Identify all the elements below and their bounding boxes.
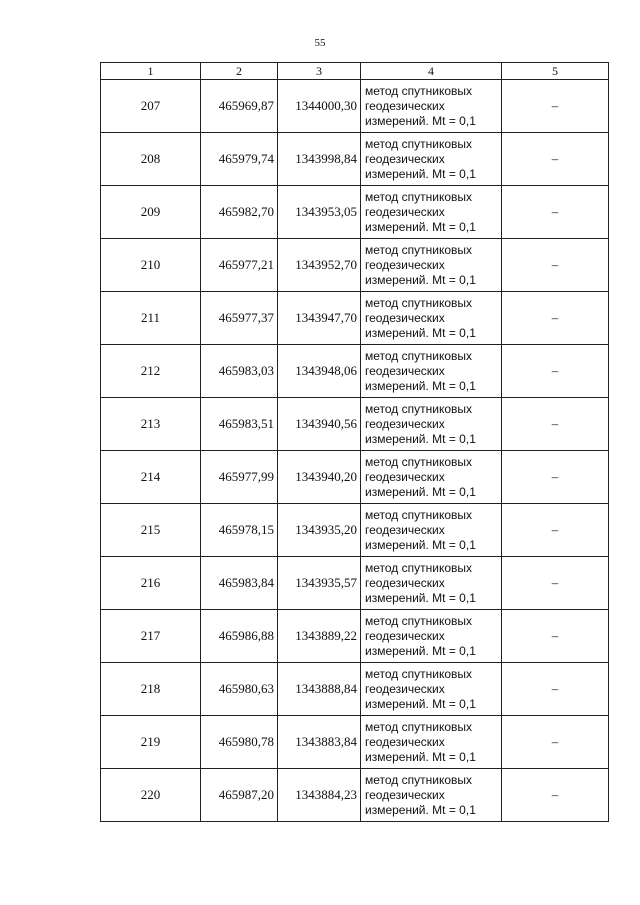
table-row [101, 663, 609, 716]
y-coordinate-cell: 1343889,22 [278, 610, 361, 663]
point-number-cell: 216 [101, 557, 201, 610]
method-cell: метод спутниковых геодезических измерений. Mt = 0,1 [361, 663, 502, 716]
x-coordinate-cell: 465987,20 [201, 769, 278, 822]
y-coordinate-cell: 1343947,70 [278, 292, 361, 345]
point-number-cell: 212 [101, 345, 201, 398]
note-cell: – [502, 398, 609, 451]
note-cell: – [502, 504, 609, 557]
x-coordinate-cell: 465979,74 [201, 133, 278, 186]
table-row [101, 345, 609, 398]
y-coordinate-cell: 1343884,23 [278, 769, 361, 822]
header-col-1: 1 [101, 63, 201, 80]
table-header [101, 63, 609, 80]
page-number: 55 [314, 37, 326, 49]
table-row [101, 80, 609, 133]
x-coordinate-cell: 465978,15 [201, 504, 278, 557]
header-col-2: 2 [201, 63, 278, 80]
table-row [101, 451, 609, 504]
point-number-cell: 219 [101, 716, 201, 769]
table-row [101, 398, 609, 451]
table-row [101, 133, 609, 186]
header-col-4: 4 [361, 63, 502, 80]
note-cell: – [502, 186, 609, 239]
x-coordinate-cell: 465986,88 [201, 610, 278, 663]
method-cell: метод спутниковых геодезических измерений. Mt = 0,1 [361, 80, 502, 133]
x-coordinate-cell: 465977,99 [201, 451, 278, 504]
y-coordinate-cell: 1343948,06 [278, 345, 361, 398]
method-cell: метод спутниковых геодезических измерений. Mt = 0,1 [361, 451, 502, 504]
note-cell: – [502, 239, 609, 292]
y-coordinate-cell: 1343935,57 [278, 557, 361, 610]
point-number-cell: 211 [101, 292, 201, 345]
method-cell: метод спутниковых геодезических измерений. Mt = 0,1 [361, 239, 502, 292]
point-number-cell: 215 [101, 504, 201, 557]
y-coordinate-cell: 1343940,20 [278, 451, 361, 504]
x-coordinate-cell: 465977,37 [201, 292, 278, 345]
y-coordinate-cell: 1343935,20 [278, 504, 361, 557]
point-number-cell: 217 [101, 610, 201, 663]
table-row [101, 716, 609, 769]
point-number-cell: 207 [101, 80, 201, 133]
header-row [101, 63, 609, 80]
note-cell: – [502, 557, 609, 610]
point-number-cell: 213 [101, 398, 201, 451]
method-cell: метод спутниковых геодезических измерений. Mt = 0,1 [361, 716, 502, 769]
note-cell: – [502, 345, 609, 398]
table-row [101, 610, 609, 663]
note-cell: – [502, 133, 609, 186]
y-coordinate-cell: 1344000,30 [278, 80, 361, 133]
point-number-cell: 208 [101, 133, 201, 186]
y-coordinate-cell: 1343940,56 [278, 398, 361, 451]
method-cell: метод спутниковых геодезических измерений. Mt = 0,1 [361, 398, 502, 451]
x-coordinate-cell: 465980,78 [201, 716, 278, 769]
y-coordinate-cell: 1343888,84 [278, 663, 361, 716]
method-cell: метод спутниковых геодезических измерений. Mt = 0,1 [361, 133, 502, 186]
note-cell: – [502, 769, 609, 822]
note-cell: – [502, 451, 609, 504]
table-body [101, 80, 609, 822]
y-coordinate-cell: 1343953,05 [278, 186, 361, 239]
method-cell: метод спутниковых геодезических измерений. Mt = 0,1 [361, 186, 502, 239]
x-coordinate-cell: 465983,84 [201, 557, 278, 610]
table-row [101, 769, 609, 822]
point-number-cell: 210 [101, 239, 201, 292]
method-cell: метод спутниковых геодезических измерений. Mt = 0,1 [361, 557, 502, 610]
x-coordinate-cell: 465969,87 [201, 80, 278, 133]
y-coordinate-cell: 1343952,70 [278, 239, 361, 292]
table-row [101, 557, 609, 610]
note-cell: – [502, 610, 609, 663]
header-col-3: 3 [278, 63, 361, 80]
y-coordinate-cell: 1343883,84 [278, 716, 361, 769]
y-coordinate-cell: 1343998,84 [278, 133, 361, 186]
coordinates-table [100, 62, 609, 822]
x-coordinate-cell: 465982,70 [201, 186, 278, 239]
note-cell: – [502, 292, 609, 345]
table-row [101, 239, 609, 292]
note-cell: – [502, 663, 609, 716]
x-coordinate-cell: 465980,63 [201, 663, 278, 716]
method-cell: метод спутниковых геодезических измерений. Mt = 0,1 [361, 345, 502, 398]
note-cell: – [502, 716, 609, 769]
method-cell: метод спутниковых геодезических измерений. Mt = 0,1 [361, 504, 502, 557]
point-number-cell: 218 [101, 663, 201, 716]
note-cell: – [502, 80, 609, 133]
method-cell: метод спутниковых геодезических измерений. Mt = 0,1 [361, 769, 502, 822]
method-cell: метод спутниковых геодезических измерений. Mt = 0,1 [361, 292, 502, 345]
x-coordinate-cell: 465983,51 [201, 398, 278, 451]
table-row [101, 186, 609, 239]
x-coordinate-cell: 465983,03 [201, 345, 278, 398]
point-number-cell: 220 [101, 769, 201, 822]
method-cell: метод спутниковых геодезических измерений. Mt = 0,1 [361, 610, 502, 663]
x-coordinate-cell: 465977,21 [201, 239, 278, 292]
table-row [101, 504, 609, 557]
header-col-5: 5 [502, 63, 609, 80]
point-number-cell: 209 [101, 186, 201, 239]
table-row [101, 292, 609, 345]
point-number-cell: 214 [101, 451, 201, 504]
